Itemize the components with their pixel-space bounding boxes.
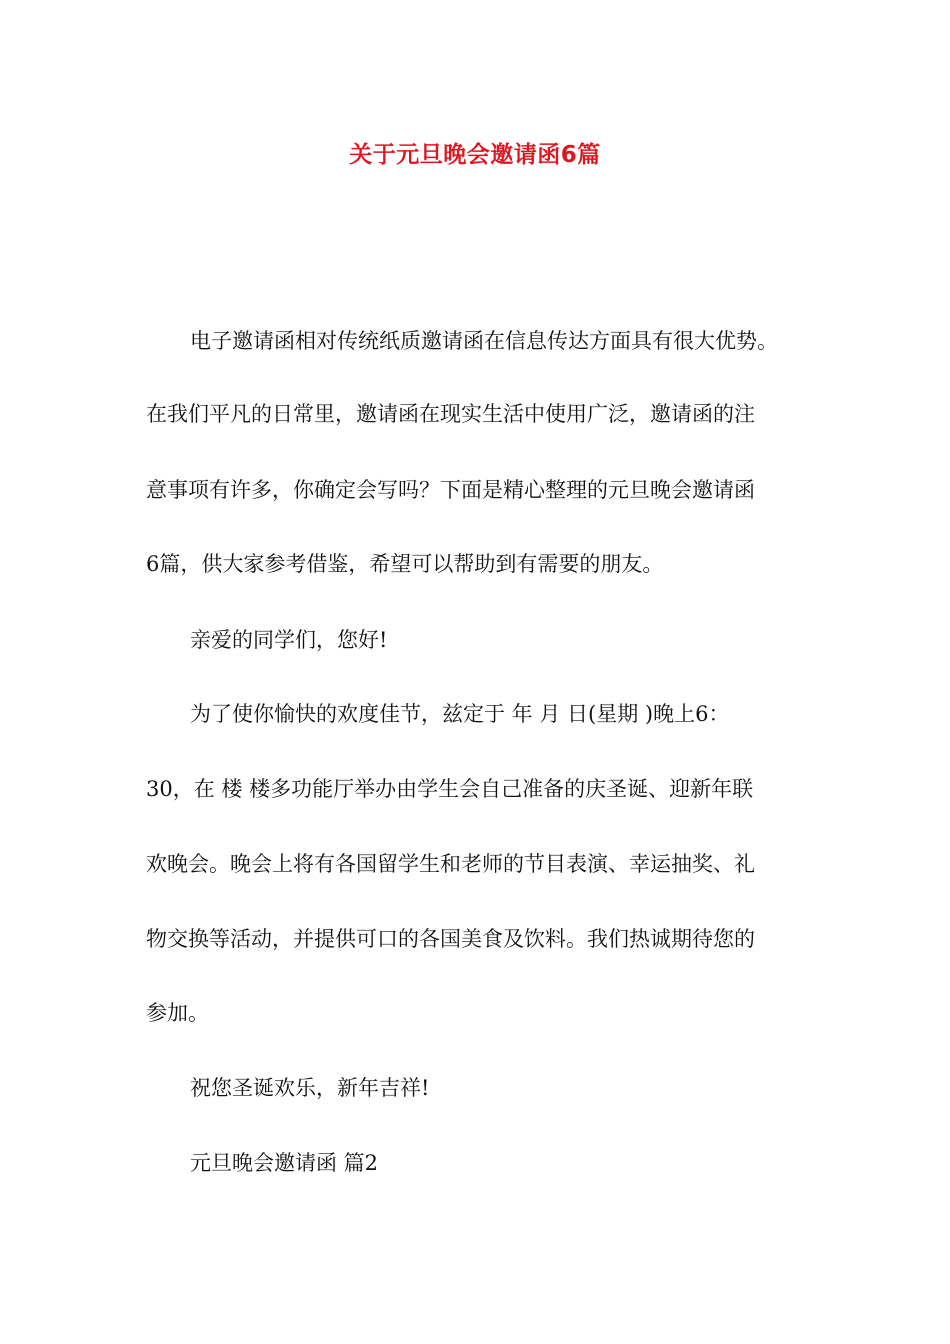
- section-heading: 元旦晚会邀请函 篇2: [190, 1151, 379, 1175]
- paragraph-line: 物交换等活动，并提供可口的各国美食及饮料。我们热诚期待您的: [146, 927, 755, 951]
- paragraph-line: 意事项有许多，你确定会写吗？下面是精心整理的元旦晚会邀请函: [146, 478, 755, 502]
- document-title: 关于元旦晚会邀请函6篇: [349, 142, 601, 168]
- greeting-line: 亲爱的同学们，您好!: [190, 628, 388, 652]
- paragraph-line: 6篇，供大家参考借鉴，希望可以帮助到有需要的朋友。: [146, 552, 664, 576]
- paragraph-line: 参加。: [146, 1001, 209, 1025]
- paragraph-line: 为了使你愉快的欢度佳节，兹定于 年 月 日(星期 )晚上6：: [190, 702, 730, 726]
- paragraph-line: 欢晚会。晚会上将有各国留学生和老师的节目表演、幸运抽奖、礼: [146, 852, 755, 876]
- paragraph-line: 在我们平凡的日常里，邀请函在现实生活中使用广泛，邀请函的注: [146, 402, 755, 426]
- paragraph-line: 30，在 楼 楼多功能厅举办由学生会自己准备的庆圣诞、迎新年联: [146, 777, 754, 801]
- paragraph-line: 电子邀请函相对传统纸质邀请函在信息传达方面具有很大优势。: [190, 329, 778, 353]
- closing-line: 祝您圣诞欢乐，新年吉祥!: [190, 1076, 430, 1100]
